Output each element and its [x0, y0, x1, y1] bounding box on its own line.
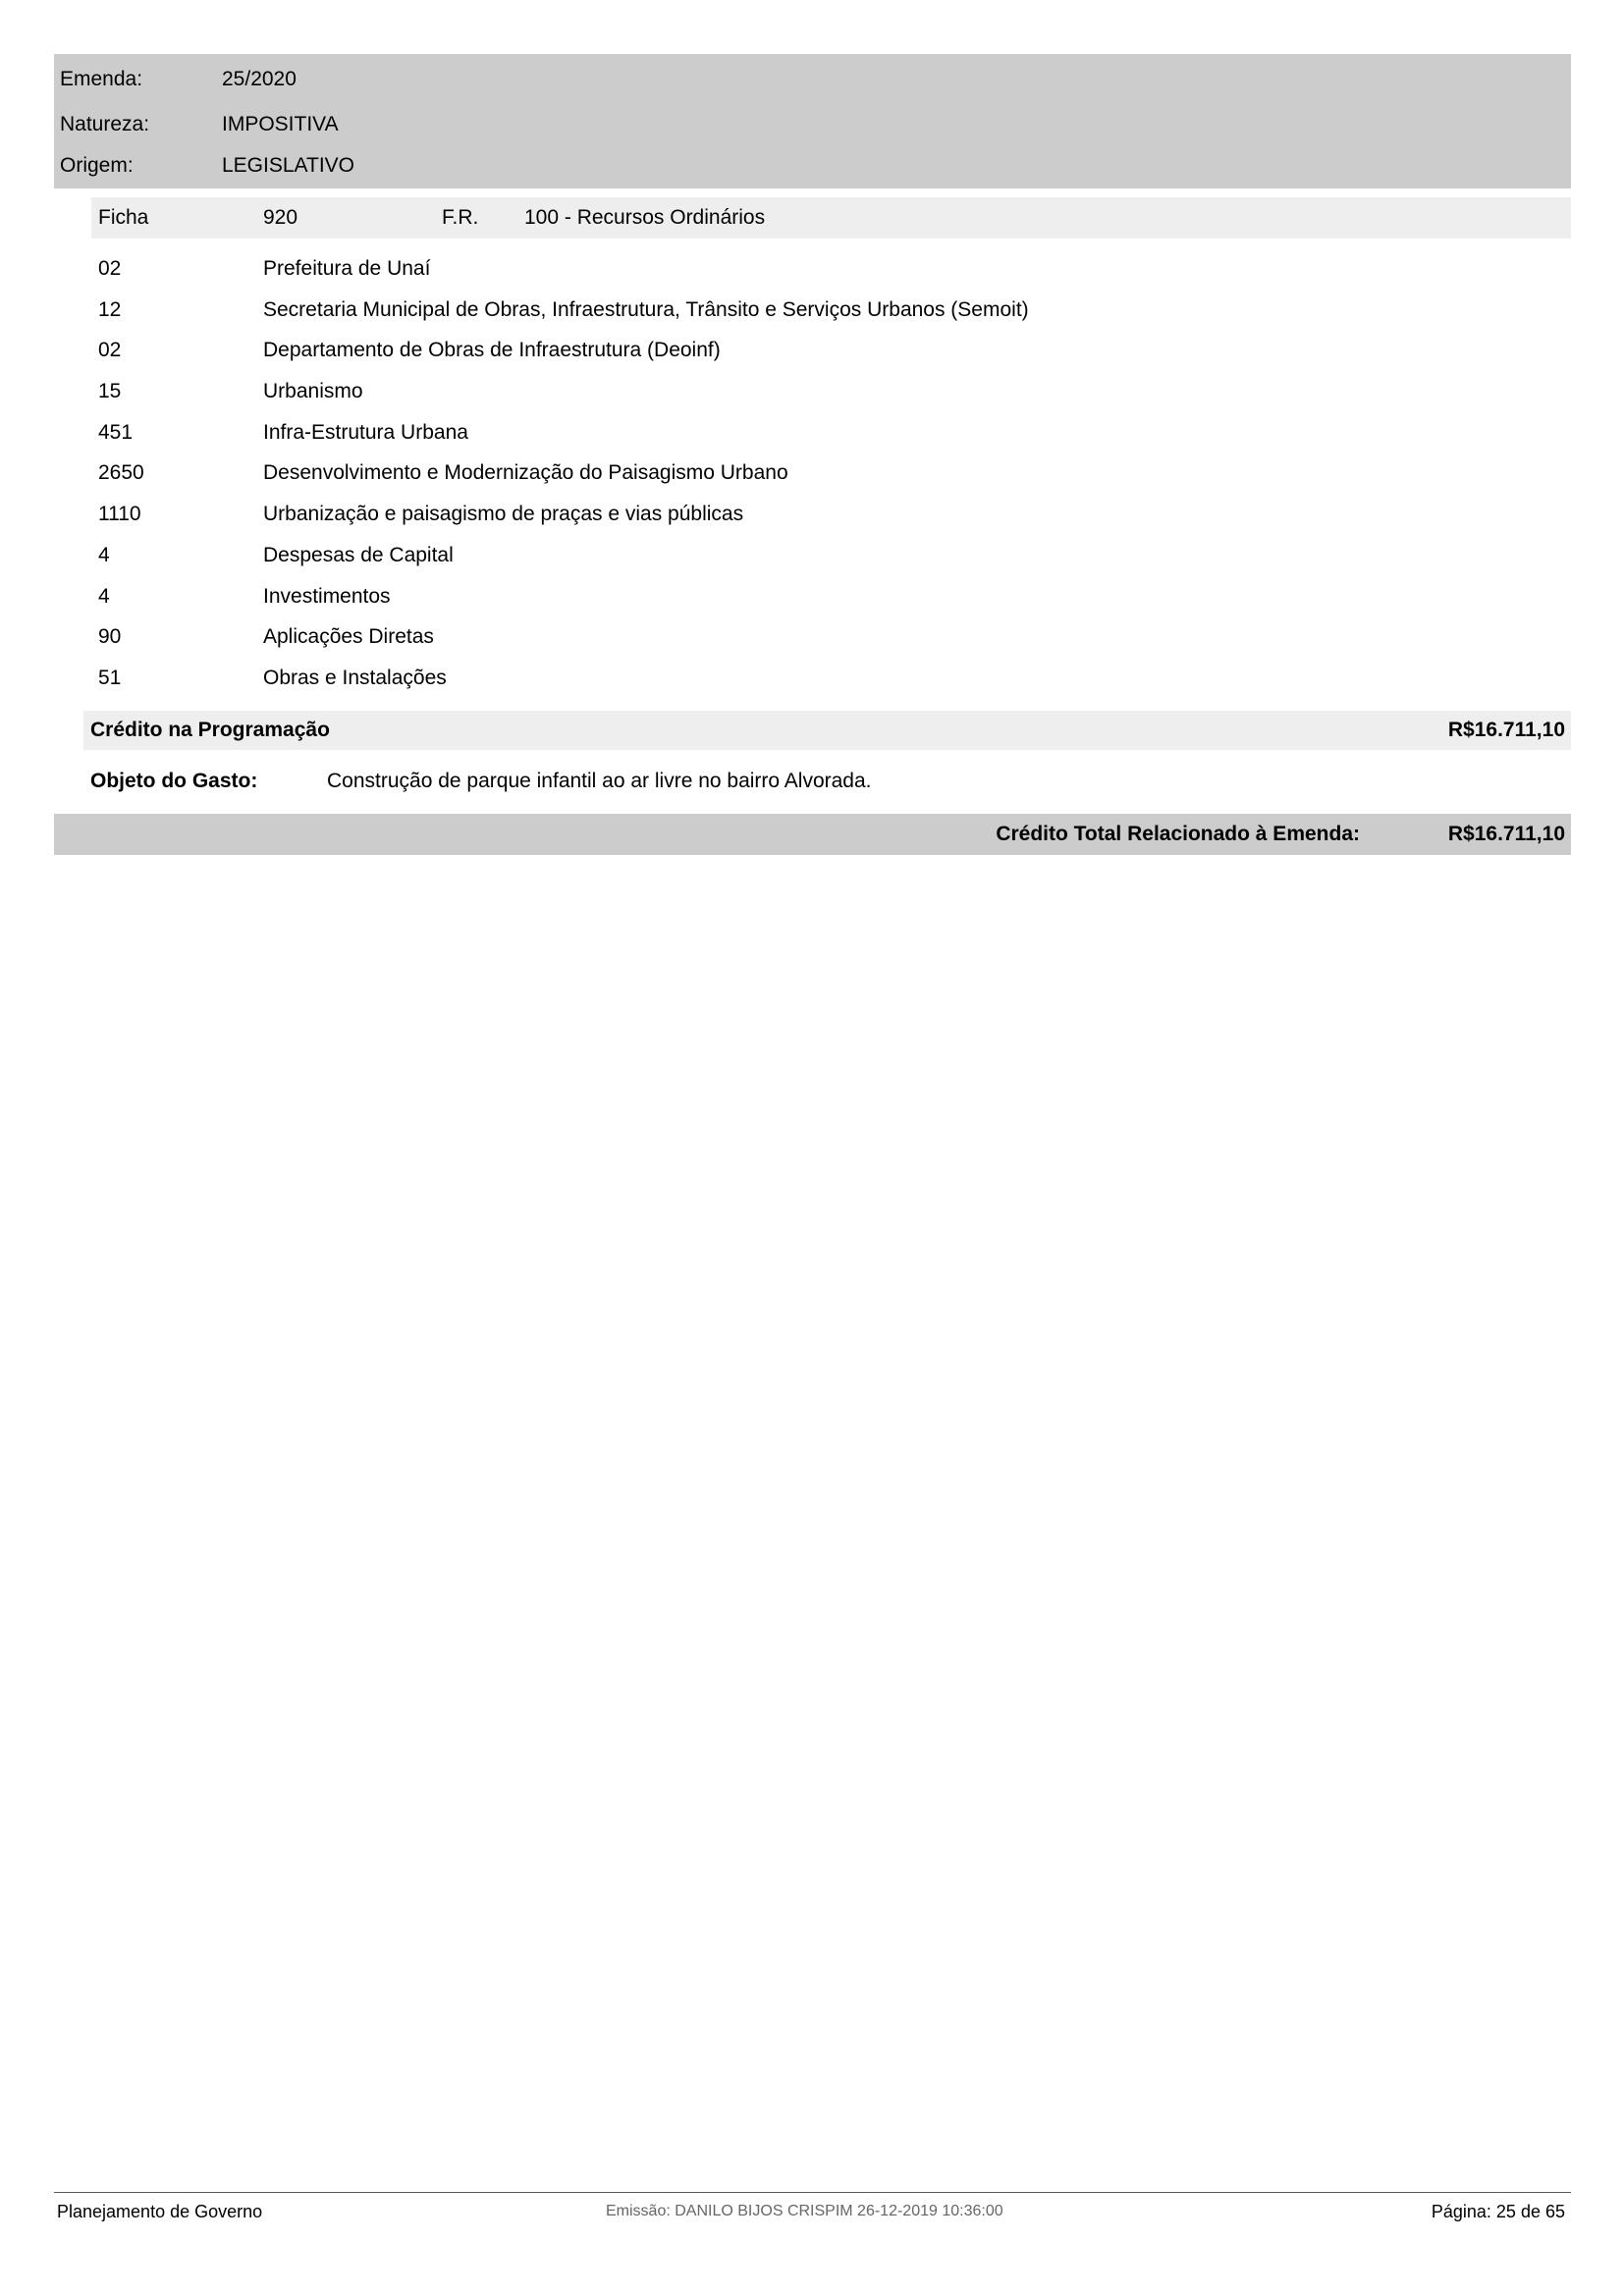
classification-code: 4	[98, 543, 110, 566]
list-item	[98, 417, 1473, 458]
classification-code: 02	[98, 257, 122, 280]
classification-description: Despesas de Capital	[263, 543, 454, 566]
classification-description: Urbanização e paisagismo de praças e vias públicas	[263, 503, 744, 526]
list-item	[98, 581, 1473, 622]
ficha-row	[91, 197, 1571, 239]
page-footer	[54, 2202, 1571, 2231]
classification-description: Prefeitura de Unaí	[263, 257, 431, 280]
classification-code: 451	[98, 420, 134, 444]
objeto-label: Objeto do Gasto:	[90, 770, 258, 792]
footer-department: Planejamento de Governo	[57, 2202, 263, 2221]
credito-label: Crédito na Programação	[90, 719, 330, 741]
classification-code: 4	[98, 584, 110, 608]
ficha-number: 920	[263, 206, 298, 229]
credito-programacao-row	[83, 711, 1571, 750]
footer-page-number: Página: 25 de 65	[1431, 2202, 1565, 2221]
classification-description: Investimentos	[263, 584, 391, 608]
list-item	[98, 621, 1473, 663]
fr-value: 100 - Recursos Ordinários	[524, 206, 766, 229]
classification-code: 02	[98, 339, 122, 362]
list-item	[98, 499, 1473, 540]
classification-description: Secretaria Municipal de Obras, Infraestrutura, Trânsito e Serviços Urbanos (Semoit)	[263, 297, 1029, 321]
natureza-value: IMPOSITIVA	[222, 113, 339, 135]
classification-code: 15	[98, 380, 122, 403]
natureza-label: Natureza:	[60, 113, 150, 135]
list-item	[98, 335, 1473, 376]
list-item	[98, 294, 1473, 336]
classification-code: 12	[98, 297, 122, 321]
list-item	[98, 663, 1473, 704]
origem-value: LEGISLATIVO	[222, 154, 354, 177]
classification-description: Departamento de Obras de Infraestrutura (Deoinf)	[263, 339, 721, 362]
objeto-value: Construção de parque infantil ao ar livre no bairro Alvorada.	[327, 770, 872, 792]
classification-description: Obras e Instalações	[263, 666, 447, 689]
fr-label: F.R.	[442, 206, 479, 229]
credito-total-row	[54, 814, 1571, 855]
list-item	[98, 540, 1473, 581]
footer-emission: Emissão: DANILO BIJOS CRISPIM 26-12-2019 10:36:00	[606, 2203, 1003, 2219]
ficha-label: Ficha	[98, 206, 149, 229]
list-item	[98, 253, 1473, 294]
total-value: R$16.711,10	[1447, 823, 1565, 845]
classification-code: 2650	[98, 461, 144, 485]
credito-value: R$16.711,10	[1447, 719, 1565, 741]
list-item	[98, 457, 1473, 499]
emenda-header	[54, 54, 1571, 188]
classification-code: 90	[98, 625, 122, 649]
footer-divider	[54, 2192, 1571, 2193]
classification-description: Infra-Estrutura Urbana	[263, 420, 468, 444]
emenda-value: 25/2020	[222, 68, 297, 90]
total-label: Crédito Total Relacionado à Emenda:	[996, 823, 1360, 845]
classification-description: Urbanismo	[263, 380, 363, 403]
emenda-label: Emenda:	[60, 68, 143, 90]
classification-list	[98, 253, 1473, 704]
classification-code: 1110	[98, 503, 141, 526]
classification-description: Desenvolvimento e Modernização do Paisagismo Urbano	[263, 461, 788, 485]
classification-code: 51	[98, 666, 122, 689]
origem-label: Origem:	[60, 154, 134, 177]
classification-description: Aplicações Diretas	[263, 625, 434, 649]
list-item	[98, 376, 1473, 417]
